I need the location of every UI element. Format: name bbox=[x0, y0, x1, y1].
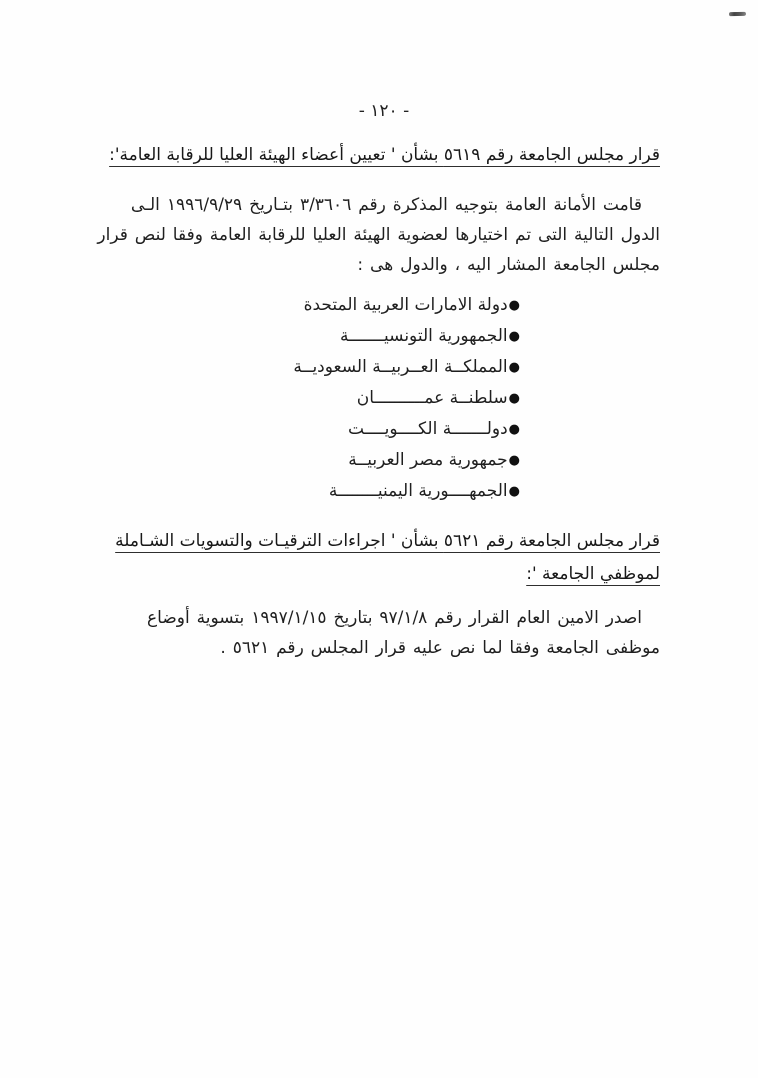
country-list bbox=[108, 290, 520, 507]
decision-5619-paragraph bbox=[97, 190, 660, 280]
page-number: - ١٢٠ - bbox=[358, 101, 410, 121]
list-item bbox=[108, 352, 520, 383]
section-decision-5621 bbox=[108, 525, 660, 663]
list-item bbox=[108, 290, 520, 321]
list-item bbox=[108, 414, 520, 445]
bullet-icon: ● bbox=[508, 453, 520, 468]
country-name: المملكــة العــربيــة السعوديــة bbox=[293, 357, 508, 377]
scan-artifact bbox=[729, 12, 746, 16]
list-item bbox=[108, 476, 520, 507]
country-name: جمهورية مصر العربيــة bbox=[348, 450, 508, 470]
country-name: سلطنــة عمــــــــــان bbox=[356, 388, 508, 408]
paragraph-line: الدول التالية التى تم اختيارها لعضوية الهيئة العليا للرقابة العامة وفقا لنص قرار bbox=[97, 225, 660, 245]
country-name: دولة الامارات العربية المتحدة bbox=[303, 295, 508, 315]
bullet-icon: ● bbox=[508, 391, 520, 406]
paragraph-line: قامت الأمانة العامة بتوجيه المذكرة رقم ٣/٣٦٠٦ بتـاريخ ١٩٩٦/٩/٢٩ الـى bbox=[130, 195, 642, 215]
document-body bbox=[97, 140, 660, 663]
country-name: دولـــــــة الكــــويــــت bbox=[347, 419, 508, 439]
decision-5621-heading-line1: قرار مجلس الجامعة رقم ٥٦٢١ بشأن ' اجراءات الترقيـات والتسويات الشـاملة bbox=[115, 531, 660, 551]
decision-5619-heading: قرار مجلس الجامعة رقم ٥٦١٩ بشأن ' تعيين أعضاء الهيئة العليا للرقابة العامة': bbox=[109, 145, 660, 165]
list-item bbox=[108, 383, 520, 414]
bullet-icon: ● bbox=[508, 422, 520, 437]
bullet-icon: ● bbox=[508, 360, 520, 375]
country-name: الجمهورية التونسيـــــــة bbox=[340, 326, 508, 346]
paragraph-line: مجلس الجامعة المشار اليه ، والدول هى : bbox=[357, 255, 660, 275]
decision-5621-paragraph bbox=[108, 603, 660, 663]
list-item bbox=[108, 445, 520, 476]
list-item bbox=[108, 321, 520, 352]
paragraph-line: اصدر الامين العام القرار رقم ٩٧/١/٨ بتاريخ ١٩٩٧/١/١٥ بتسوية أوضاع bbox=[147, 608, 642, 628]
country-name: الجمهــــورية اليمنيــــــــة bbox=[328, 481, 508, 501]
decision-5621-heading-line2: لموظفي الجامعة ': bbox=[526, 564, 660, 584]
bullet-icon: ● bbox=[508, 298, 520, 313]
paragraph-line: موظفى الجامعة وفقا لما نص عليه قرار المجلس رقم ٥٦٢١ . bbox=[220, 638, 660, 658]
bullet-icon: ● bbox=[508, 329, 520, 344]
section-decision-5619 bbox=[97, 140, 660, 507]
bullet-icon: ● bbox=[508, 484, 520, 499]
